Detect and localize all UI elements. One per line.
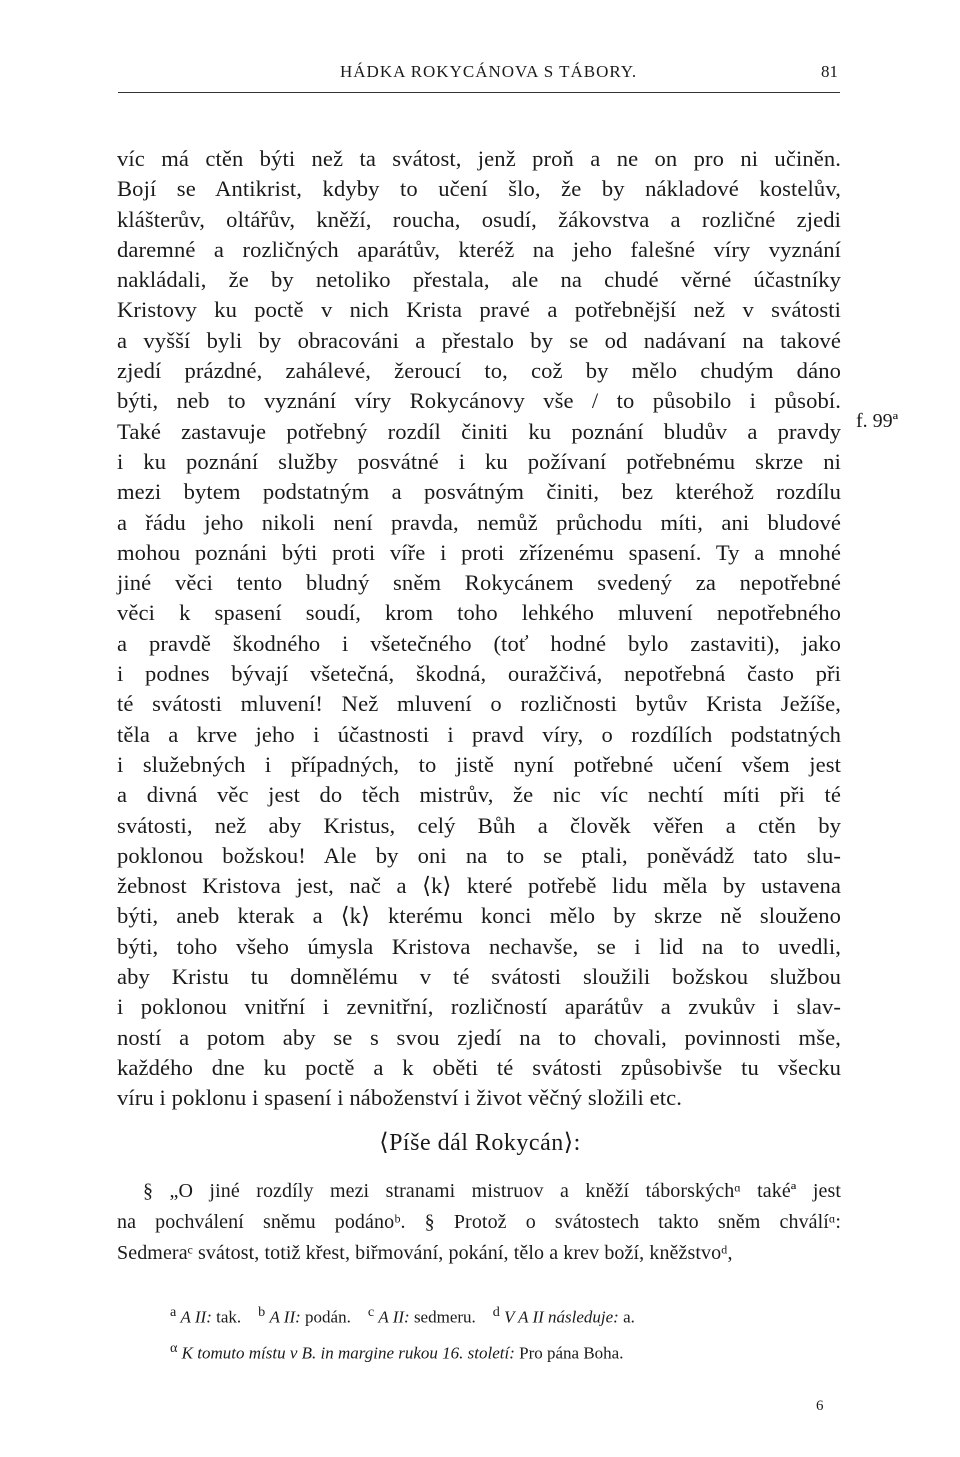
text-line: víc má ctěn býti než ta svátost, jenž proň a ne on pro ni učiněn. [117, 146, 841, 171]
text-line: i podnes bývají všetečná, škodná, ouražčivá, nepotřebná často při [117, 661, 841, 687]
footnote-line [170, 1333, 842, 1369]
text-line: věci k spasení soudí, krom toho lehkého mluvení nepotřebného [117, 600, 841, 626]
footnote-source: A II: [378, 1307, 410, 1327]
footnote-source: A II: [180, 1307, 212, 1327]
text-line: té svátosti mluvení! Než mluvení o rozličnosti bytův Krista Ježíše, [117, 691, 841, 717]
footnote-text: sedmeru. [413, 1307, 476, 1327]
footnote-line [170, 1297, 842, 1333]
text-line: býti, neb to vyznání víry Rokycánovy vše / to působilo i působí. [117, 388, 841, 414]
section-subheading: ⟨Píše dál Rokycán⟩: [379, 1130, 581, 1156]
text-line: Kristovy ku poctě v nich Krista pravé a potřebnější než v svátosti [117, 297, 841, 323]
text-line: daremné a rozličných aparátův, kteréž na jeho falešné víry vyznání [117, 236, 841, 262]
text-line: klášterův, oltářův, kněží, roucha, osudí, žákovstva a rozličné zjedi [117, 206, 841, 232]
footnote-text: tak. [216, 1307, 242, 1327]
footnote-text: podán. [305, 1307, 351, 1327]
text-line: ností a potom aby se s svou zjedí na to chovali, povinnosti mše, [117, 1024, 841, 1050]
footnote-mark: α [170, 1339, 178, 1356]
text-line: poklonou božskou! Ale by oni na to se ptali, poněvádž tato slu- [117, 842, 841, 868]
footnotes [170, 1297, 842, 1368]
text-line: těla a krve jeho i účastnosti i pravd víry, o rozdílích podstatných [117, 721, 841, 747]
footnote-source: K tomuto místu v B. in margine rukou 16. století: [181, 1343, 515, 1363]
footnote-source: A II: [269, 1307, 301, 1327]
text-line: Také zastavuje potřebný rozdíl činiti ku poznání bludův a pravdy [117, 418, 841, 444]
text-line: i ku poznání služby posvátné i ku požívaní potřebnému skrze ni [117, 448, 841, 474]
quote-line: Sedmeraᶜ svátost, totiž křest, biřmování, pokání, tělo a krev boží, kněžstvoᵈ, [117, 1242, 733, 1264]
text-line: býti, aneb kterak a ⟨k⟩ kterému konci mělo by skrze ně slouženo [117, 903, 841, 929]
quote-line: na pochválení sněmu podánoᵇ. § Protož o svátostech takto sněm chválíᵅ: [117, 1211, 841, 1233]
text-line: mezi bytem podstatným a posvátným činiti, bez kteréhož rozdílu [117, 479, 841, 505]
text-line: nakládali, že by netoliko přestala, ale na chudé věrné účastníky [117, 267, 841, 293]
page-header [118, 58, 840, 92]
text-line: víru i poklonu i spasení i náboženství i život věčný složili etc. [117, 1085, 682, 1111]
text-line: a řádu jeho nikoli není pravda, nemůž průchodu míti, ani bludové [117, 509, 841, 535]
text-line: a vyšší byli by obracováni a přestalo by se od nadávaní na takové [117, 327, 841, 353]
quote-line: § „O jiné rozdíly mezi stranami mistruov a kněží táborskýchᵅ takéª jest [143, 1180, 841, 1202]
text-line: a divná věc jest do těch mistrův, že nic víc nechtí míti při té [117, 782, 841, 808]
text-line: i služebných i případných, to jistě nyní potřebné učení všem jest [117, 751, 841, 777]
text-line: mohou poznáni býti proti víře i proti zřízenému spasení. Ty a mnohé [117, 539, 841, 565]
quoted-passage [117, 1176, 841, 1269]
footnote-mark: c [367, 1304, 375, 1320]
footnote-text: a. [623, 1307, 635, 1327]
footnote-text: Pro pána Boha. [519, 1343, 624, 1363]
running-head: HÁDKA ROKYCÁNOVA S TÁBORY. [340, 62, 638, 81]
footnote-source: V A II následuje: [504, 1307, 619, 1327]
footnote-mark: d [492, 1304, 500, 1320]
text-line: svátosti, než aby Kristus, celý Bůh a člověk věřen a ctěn by [117, 812, 841, 838]
folio-marginal-note: f. 99ª [856, 410, 899, 432]
text-line: a pravdě škodného i všetečného (toť hodné bylo zastaviti), jako [117, 630, 841, 656]
text-line: i poklonou vnitřní i zevnitřní, rozličností aparátův a zvukův i slav- [117, 994, 841, 1020]
footnote-mark: a [170, 1304, 177, 1320]
text-line: Bojí se Antikrist, kdyby to učení šlo, že by nákladové kostelův, [117, 176, 841, 202]
body-text [117, 144, 841, 1114]
text-line: býti, toho všeho úmysla Kristova nechavše, se i lid na to uvedli, [117, 933, 841, 959]
text-line: každého dne ku poctě a k oběti té svátosti způsobivše tu všecku [117, 1054, 841, 1080]
text-line: žebnost Kristova jest, nač a ⟨k⟩ které potřebě lidu měla by ustavena [117, 873, 841, 899]
text-line: jiné věci tento bludný sněm Rokycánem svedený za nepotřebné [117, 570, 841, 596]
page-number: 81 [821, 62, 838, 81]
text-line: zjedí prázdné, zahálevé, žeroucí to, což by mělo chudým dáno [117, 358, 841, 384]
sheet-signature-mark: 6 [816, 1398, 824, 1414]
header-rule [118, 92, 840, 93]
footnote-mark: b [258, 1304, 266, 1320]
text-line: aby Kristu tu domnělému v té svátosti sloužili božskou službou [117, 964, 841, 990]
